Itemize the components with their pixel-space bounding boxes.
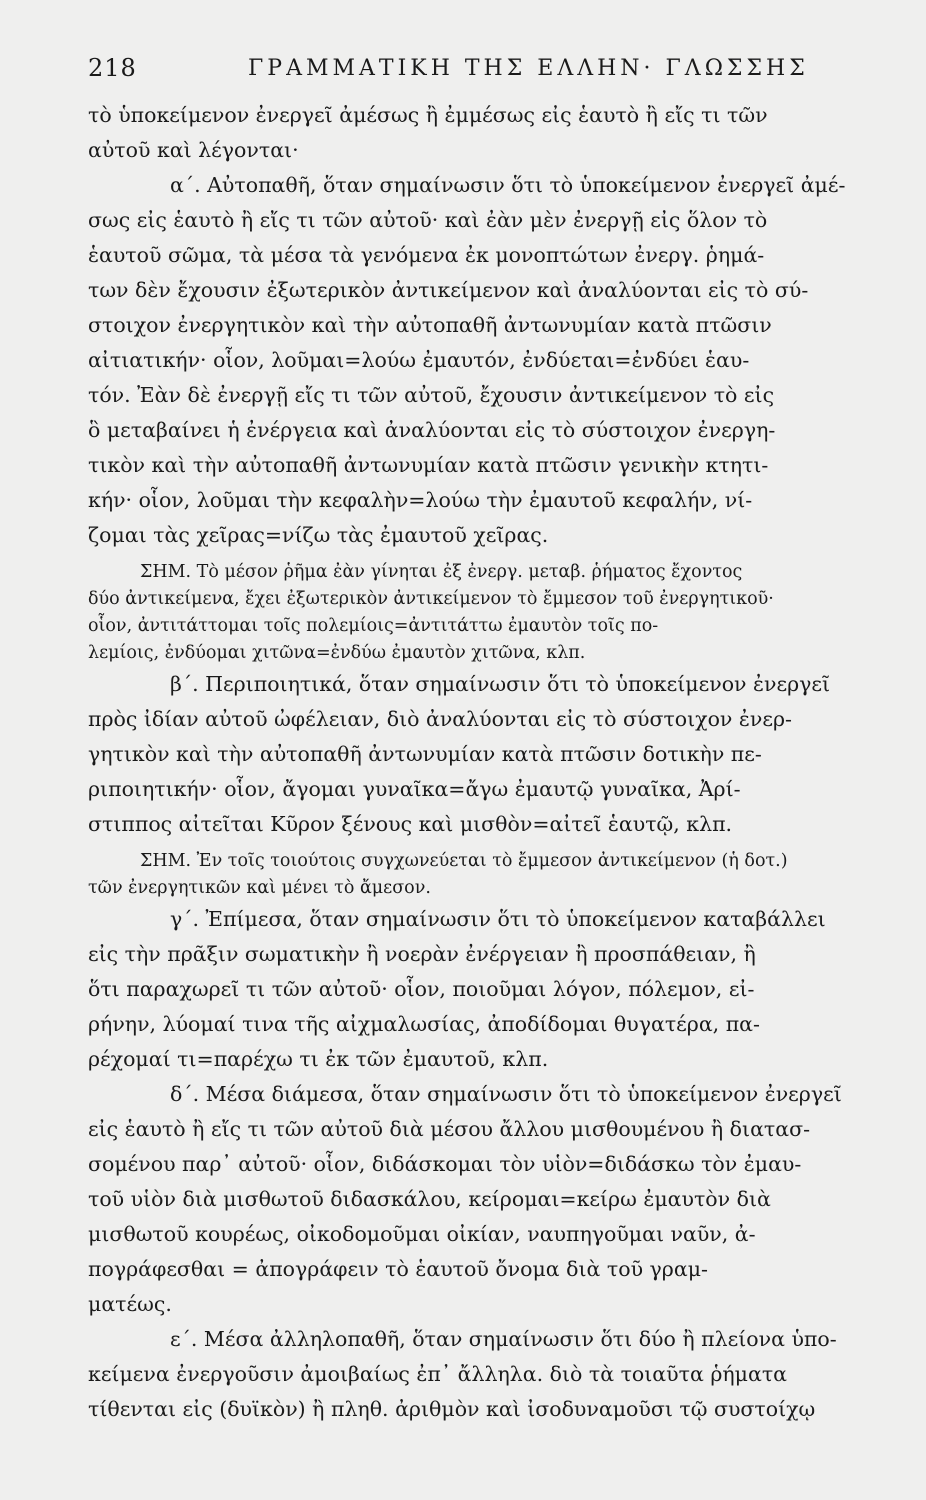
text-line: ρήνην, λύομαί τινα τῆς αἰχμαλωσίας, ἀποδίδομαι θυγατέρα, πα- <box>88 1012 760 1036</box>
note-line: τῶν ἐνεργητικῶν καὶ μένει τὸ ἄμεσον. <box>88 878 431 898</box>
text-line: ριποιητικήν· οἷον, ἄγομαι γυναῖκα=ἄγω ἐμαυτῷ γυναῖκα, Ἀρί- <box>88 777 741 801</box>
text-line: τόν. Ἐὰν δὲ ἐνεργῇ εἴς τι τῶν αὐτοῦ, ἔχουσιν ἀντικείμενον τὸ εἰς <box>88 383 775 407</box>
text-line: ζομαι τὰς χεῖρας=νίζω τὰς ἐμαυτοῦ χεῖρας. <box>88 523 549 547</box>
section-alpha-line: α΄. Αὐτοπαθῆ, ὅταν σημαίνωσιν ὅτι τὸ ὑποκείμενον ἐνεργεῖ ἀμέ- <box>170 173 846 197</box>
text-line: σως εἰς ἑαυτὸ ἢ εἴς τι τῶν αὐτοῦ· καὶ ἐὰν μὲν ἐνεργῇ εἰς ὅλον τὸ <box>88 208 768 232</box>
text-line: γητικὸν καὶ τὴν αὐτοπαθῆ ἀντωνυμίαν κατὰ πτῶσιν δοτικὴν πε- <box>88 742 762 766</box>
section-delta-line: δ΄. Μέσα διάμεσα, ὅταν σημαίνωσιν ὅτι τὸ ὑποκείμενον ἐνεργεῖ <box>170 1082 842 1106</box>
running-title: ΓΡΑΜΜΑΤΙΚΗ ΤΗΣ ΕΛΛΗΝ· ΓΛΩΣΣΗΣ <box>248 56 809 81</box>
text-line: ὅτι παραχωρεῖ τι τῶν αὐτοῦ· οἷον, ποιοῦμαι λόγον, πόλεμον, εἰ- <box>88 977 755 1001</box>
section-epsilon-line: ε΄. Μέσα ἀλληλοπαθῆ, ὅταν σημαίνωσιν ὅτι δύο ἢ πλείονα ὑπο- <box>170 1327 837 1351</box>
text-line: στιππος αἰτεῖται Κῦρον ξένους καὶ μισθὸν=αἰτεῖ ἑαυτῷ, κλπ. <box>88 812 733 836</box>
text-line: ρέχομαί τι=παρέχω τι ἐκ τῶν ἐμαυτοῦ, κλπ. <box>88 1047 549 1071</box>
text-line: κήν· οἷον, λοῦμαι τὴν κεφαλὴν=λούω τὴν ἐμαυτοῦ κεφαλήν, νί- <box>88 488 753 512</box>
text-line: στοιχον ἐνεργητικὸν καὶ τὴν αὐτοπαθῆ ἀντωνυμίαν κατὰ πτῶσιν <box>88 313 772 337</box>
text-line: μισθωτοῦ κουρέως, οἰκοδομοῦμαι οἰκίαν, ναυπηγοῦμαι ναῦν, ἀ- <box>88 1222 756 1246</box>
note-line: οἷον, ἀντιτάττομαι τοῖς πολεμίοις=ἀντιτάττω ἐμαυτὸν τοῖς πο- <box>88 616 659 636</box>
text-line: ἑαυτοῦ σῶμα, τὰ μέσα τὰ γενόμενα ἐκ μονοπτώτων ἐνεργ. ῥημά- <box>88 243 765 267</box>
text-line: αὐτοῦ καὶ λέγονται· <box>88 138 299 162</box>
text-line: πρὸς ἰδίαν αὐτοῦ ὠφέλειαν, διὸ ἀναλύονται εἰς τὸ σύστοιχον ἐνερ- <box>88 707 792 731</box>
page-header <box>88 54 848 94</box>
note-line: δύο ἀντικείμενα, ἔχει ἐξωτερικὸν ἀντικείμενον τὸ ἔμμεσον τοῦ ἐνεργητικοῦ· <box>88 589 774 609</box>
text-line: τικὸν καὶ τὴν αὐτοπαθῆ ἀντωνυμίαν κατὰ πτῶσιν γενικὴν κτητι- <box>88 453 769 477</box>
text-line: των δὲν ἔχουσιν ἐξωτερικὸν ἀντικείμενον καὶ ἀναλύονται εἰς τὸ σύ- <box>88 278 809 302</box>
note-line: λεμίοις, ἐνδύομαι χιτῶνα=ἐνδύω ἐμαυτὸν χιτῶνα, κλπ. <box>88 643 586 663</box>
text-line: τὸ ὑποκείμενον ἐνεργεῖ ἀμέσως ἢ ἐμμέσως εἰς ἑαυτὸ ἢ εἴς τι τῶν <box>88 103 768 127</box>
text-line: αἰτιατικήν· οἷον, λοῦμαι=λούω ἐμαυτόν, ἐνδύεται=ἐνδύει ἑαυ- <box>88 348 750 372</box>
text-line: πογράφεσθαι = ἀπογράφειν τὸ ἑαυτοῦ ὄνομα διὰ τοῦ γραμ- <box>88 1257 708 1281</box>
page-body <box>88 98 848 1427</box>
text-line: εἰς ἑαυτὸ ἢ εἴς τι τῶν αὐτοῦ διὰ μέσου ἄλλου μισθουμένου ἢ διατασ- <box>88 1117 811 1141</box>
text-line: ὃ μεταβαίνει ἡ ἐνέργεια καὶ ἀναλύονται εἰς τὸ σύστοιχον ἐνεργη- <box>88 418 776 442</box>
text-line: κείμενα ἐνεργοῦσιν ἀμοιβαίως ἐπ᾽ ἄλληλα. διὸ τὰ τοιαῦτα ῥήματα <box>88 1362 788 1386</box>
text-line: τοῦ υἱὸν διὰ μισθωτοῦ διδασκάλου, κείρομαι=κείρω ἐμαυτὸν διὰ <box>88 1187 771 1211</box>
text-line: εἰς τὴν πρᾶξιν σωματικὴν ἢ νοερὰν ἐνέργειαν ἢ προσπάθειαν, ἢ <box>88 942 756 966</box>
section-gamma-line: γ΄. Ἐπίμεσα, ὅταν σημαίνωσιν ὅτι τὸ ὑποκείμενον καταβάλλει <box>170 907 826 931</box>
text-line: τίθενται εἰς (δυϊκὸν) ἢ πληθ. ἀριθμὸν καὶ ἰσοδυναμοῦσι τῷ συστοίχῳ <box>88 1397 816 1421</box>
text-line: ματέως. <box>88 1292 172 1316</box>
note-line: ΣΗΜ. Τὸ μέσον ῥῆμα ἐὰν γίνηται ἐξ ἐνεργ. μεταβ. ῥήματος ἔχοντος <box>140 562 743 582</box>
section-beta-line: β΄. Περιποιητικά, ὅταν σημαίνωσιν ὅτι τὸ ὑποκείμενον ἐνεργεῖ <box>170 672 831 696</box>
note-line: ΣΗΜ. Ἐν τοῖς τοιούτοις συγχωνεύεται τὸ ἔμμεσον ἀντικείμενον (ἡ δοτ.) <box>140 851 788 871</box>
text-line: σομένου παρ᾽ αὐτοῦ· οἷον, διδάσκομαι τὸν υἱὸν=διδάσκω τὸν ἐμαυ- <box>88 1152 802 1176</box>
page-number: 218 <box>88 54 137 82</box>
